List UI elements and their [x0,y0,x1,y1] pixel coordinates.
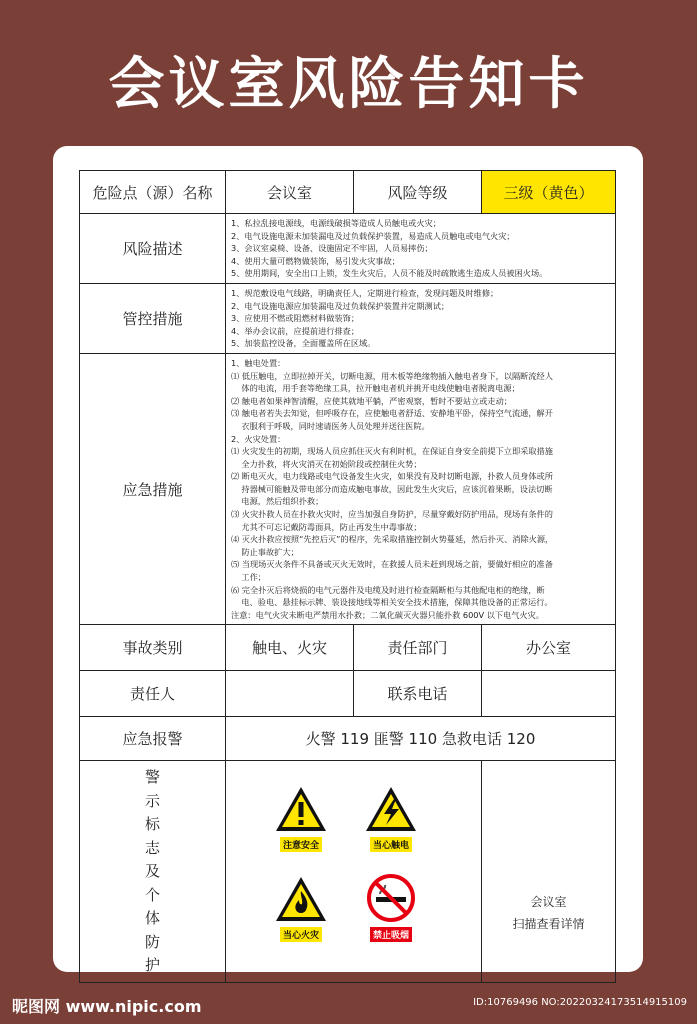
risk-level-label: 风险等级 [354,171,482,214]
qr-title: 会议室 [530,895,567,910]
risk-description-label: 风险描述 [80,214,226,284]
page-title: 会议室风险告知卡 [108,52,589,117]
exclamation-warning-icon [274,785,328,833]
hazard-name-value: 会议室 [226,171,354,214]
emergency-alarm-value: 火警 119 匪警 110 急救电话 120 [226,717,616,761]
qr-text: 扫描查看详情 [512,917,585,932]
sign-electric [361,785,421,852]
emergency-alarm-label: 应急报警 [80,717,226,761]
sign-no-smoking-text: 禁止吸烟 [370,927,412,942]
sign-electric-text: 当心触电 [370,837,412,852]
risk-card [53,146,643,975]
emergency-measures-label: 应急措施 [80,353,226,624]
contact-phone-label: 联系电话 [354,671,482,717]
warning-signs-label: 警 示 标 志 及 个 体 防 护 [80,761,226,983]
responsible-person-label: 责任人 [80,671,226,717]
responsible-person-value [226,671,354,717]
sign-fire-text: 当心火灾 [280,927,322,942]
image-id: ID:10769496 NO:20220324173514915109 [473,997,687,1008]
sign-fire [271,875,331,942]
accident-type-label: 事故类别 [80,625,226,671]
responsible-dept-label: 责任部门 [354,625,482,671]
qr-info [482,761,616,983]
warning-signs-area [226,761,482,983]
electric-shock-warning-icon [364,785,418,833]
contact-phone-value [482,671,616,717]
watermark-logo: 昵图网 www.nipic.com [12,997,202,1016]
risk-level-value: 三级（黄色） [482,171,616,214]
no-smoking-icon [364,873,418,923]
sign-no-smoking [361,873,421,942]
fire-warning-icon [274,875,328,923]
accident-type-value: 触电、火灾 [226,625,354,671]
sign-caution-text: 注意安全 [280,837,322,852]
emergency-measures-text: 1、触电处置： ⑴ 低压触电，立即拉掉开关，切断电源，用木板等绝缘物插入触电者身下，以隔断流经人 体的电流，用手套等绝缘工具，拉开触电者机并挑开电线使触电者脱离电源； ⑵ 触电者如果神智清醒，应使其就地平躺，严密观察，暂时不要站立或走动； ⑶ 触电者若失去知觉，但呼吸存在，应使触电者舒适、安静地平卧，保持空气流通，解开 衣服利于呼吸，同时速请医务人员处理并送往医院。 2、火灾处置： ⑴ 火灾发生的初期，现场人员应抓住灭火有利时机，在保证自身安全前提下立即采取措施 全力扑救，将火灾消灭在初始阶段或控制住火势； ⑵ 断电灭火，电力线路或电气设备发生火灾，如果没有及时切断电源，扑救人员身体或所 持器械可能触及带电部分而造成触电事故，因此发生火灾后，应该沉着果断，设法切断 电源，然后组织扑救； ⑶ 火灾扑救人员在扑救火灾时，应当加强自身防护，尽量穿戴好防护用品，现场有条件的 尤其不可忘记戴防毒面具，防止再发生中毒事故； ⑷ 灭火扑救应按照“先控后灭”的程序，先采取措施控制火势蔓延，然后扑灭、消除火源， 防止事故扩大； ⑸ 当现场灭火条件不具备或灭火无效时，在救援人员未赶到现场之前，要做好相应的准备 工作； ⑹ 完全扑灭后将烧损的电气元器件及电缆及时进行检查隔断柜与其他配电柜的绝缘，断 电、验电、悬挂标示牌、装设接地线等相关安全技术措施，保障其他设备的正常运行。 注意：电气火灾未断电严禁用水扑救；二氧化碳灭火器只能扑救 600V 以下电气火灾。 [226,353,616,624]
risk-description-text: 1、私拉乱接电源线，电源线破损等造成人员触电或火灾； 2、电气设施电源未加装漏电及过负载保护装置，易造成人员触电或电气火灾； 3、会议室桌椅、设备、设施固定不牢固，人员易摔伤； 4、使用大量可燃物做装饰，易引发火灾事故； 5、使用期间，安全出口上锁，发生火灾后，人员不能及时疏散逃生造成人员被困火场。 [226,214,616,284]
responsible-dept-value: 办公室 [482,625,616,671]
risk-table [79,170,616,983]
control-measures-label: 管控措施 [80,283,226,353]
sign-caution [271,785,331,852]
control-measures-text: 1、规范敷设电气线路，明确责任人，定期进行检查，发现问题及时维修； 2、电气设施电源应加装漏电及过负载保护装置并定期测试； 3、应使用不燃或阻燃材料做装饰； 4、举办会议前，应提前进行排查； 5、加装监控设备，全面覆盖所在区域。 [226,283,616,353]
hazard-name-label: 危险点（源）名称 [80,171,226,214]
